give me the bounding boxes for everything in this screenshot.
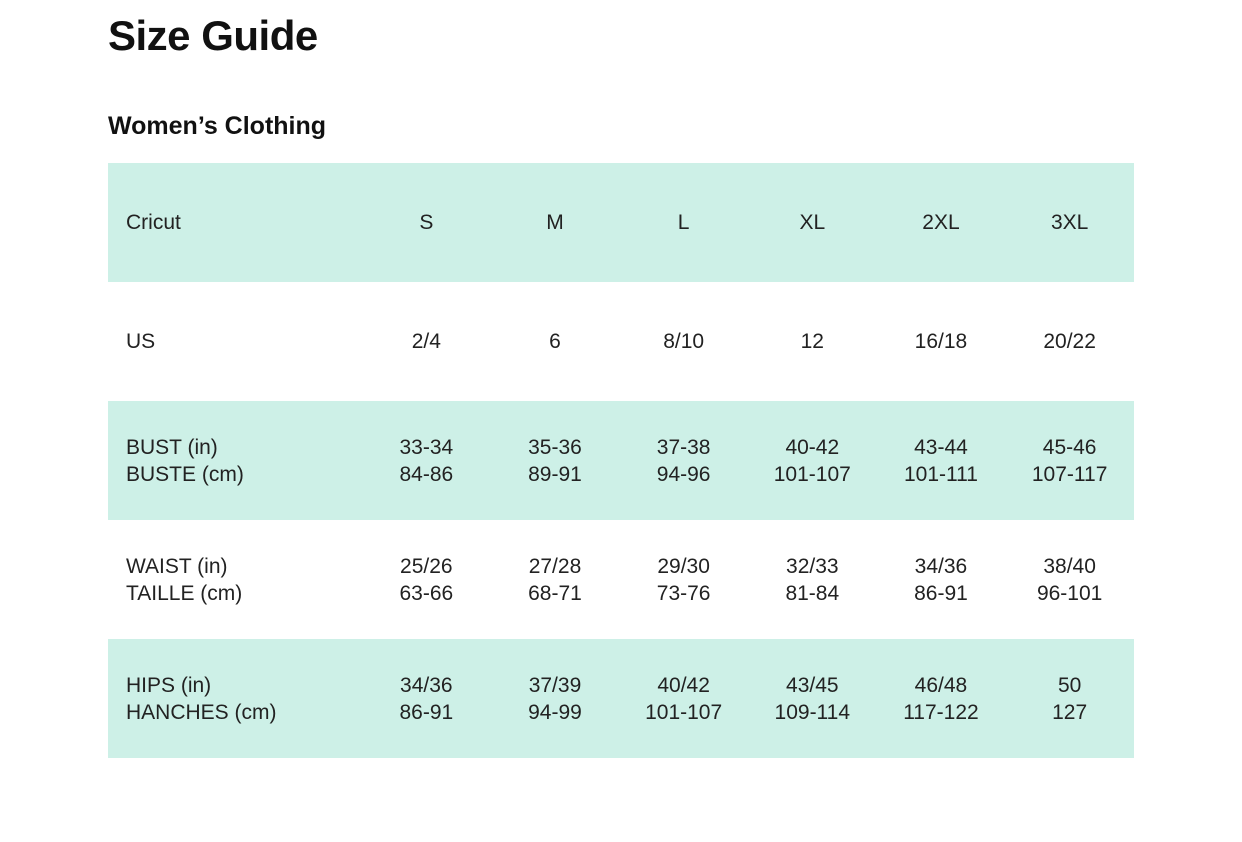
- table-cell: [1005, 520, 1134, 639]
- cell-value-cm: 86-91: [399, 700, 454, 724]
- cell-value-in: 43-44: [914, 435, 968, 459]
- cell-value-in: 46/48: [914, 673, 968, 697]
- table-row-us: [108, 282, 1134, 401]
- table-cell: [1005, 639, 1134, 758]
- cell-value-cm: 94-96: [656, 462, 711, 486]
- cell-value: 2/4: [411, 330, 441, 353]
- size-header-label: 3XL: [1050, 211, 1089, 234]
- table-cell: [877, 282, 1006, 401]
- table-cell: [877, 401, 1006, 520]
- size-header-label: L: [677, 211, 690, 234]
- table-cell: [619, 401, 748, 520]
- cell-value-cm: 68-71: [528, 581, 582, 605]
- cell-value-in: 43/45: [786, 673, 839, 697]
- size-header-label: M: [546, 211, 564, 234]
- table-cell: [491, 520, 620, 639]
- row-label-cm: TAILLE (cm): [126, 581, 243, 605]
- cell-value-in: 35-36: [528, 435, 582, 459]
- table-cell: [362, 282, 491, 401]
- cell-value-cm: 101-107: [645, 700, 723, 724]
- cell-value-cm: 96-101: [1036, 581, 1103, 605]
- table-cell: [748, 639, 877, 758]
- cell-value-in: 32/33: [786, 554, 839, 578]
- table-row-waist: [108, 520, 1134, 639]
- cell-value: 20/22: [1043, 330, 1096, 353]
- cell-value-cm: 109-114: [774, 700, 851, 724]
- header-label: Cricut: [126, 211, 181, 234]
- size-header-xl: [748, 163, 877, 282]
- cell-value-cm: 81-84: [785, 581, 840, 605]
- row-label-cell: [108, 520, 362, 639]
- size-header-m: [491, 163, 620, 282]
- cell-value-in: 34/36: [914, 554, 968, 578]
- row-label: US: [126, 330, 156, 353]
- size-header-s: [362, 163, 491, 282]
- cell-value-cm: 101-111: [903, 462, 978, 486]
- size-header-2xl: [877, 163, 1006, 282]
- size-guide-table: [108, 163, 1134, 758]
- table-cell: [491, 401, 620, 520]
- table-cell: [748, 520, 877, 639]
- section-title: Women’s Clothing: [108, 112, 327, 140]
- cell-value: 8/10: [663, 330, 705, 353]
- cell-value-cm: 107-117: [1031, 462, 1108, 486]
- table-cell: [1005, 401, 1134, 520]
- table-row-bust: [108, 401, 1134, 520]
- cell-value-cm: 127: [1052, 700, 1088, 724]
- row-label-cell: [108, 401, 362, 520]
- cell-value-in: 40-42: [785, 435, 840, 459]
- size-header-label: XL: [799, 211, 826, 234]
- table-row-hips: [108, 639, 1134, 758]
- cell-value-in: 37/39: [528, 673, 582, 697]
- cell-value-in: 50: [1057, 673, 1082, 697]
- cell-value-cm: 101-107: [773, 462, 851, 486]
- row-label-cell: [108, 282, 362, 401]
- table-cell: [491, 282, 620, 401]
- row-label-in: BUST (in): [126, 435, 218, 459]
- table-cell: [491, 639, 620, 758]
- table-cell: [362, 639, 491, 758]
- table-cell: [362, 401, 491, 520]
- table-cell: [877, 520, 1006, 639]
- cell-value-in: 25/26: [400, 554, 453, 578]
- cell-value: 6: [549, 330, 561, 353]
- cell-value-cm: 94-99: [528, 700, 582, 724]
- cell-value-cm: 117-122: [903, 700, 979, 724]
- table-cell: [877, 639, 1006, 758]
- cell-value-in: 33-34: [399, 435, 454, 459]
- cell-value-cm: 73-76: [656, 581, 711, 605]
- size-header-label: S: [419, 211, 434, 234]
- cell-value-in: 40/42: [657, 673, 710, 697]
- cell-value: 16/18: [914, 330, 968, 353]
- table-cell: [1005, 282, 1134, 401]
- row-label-cm: HANCHES (cm): [126, 700, 277, 724]
- cell-value-in: 45-46: [1042, 435, 1097, 459]
- cell-value: 12: [800, 330, 824, 353]
- row-label-cm: BUSTE (cm): [126, 462, 244, 486]
- header-label-cell: [108, 163, 362, 282]
- row-label-in: HIPS (in): [126, 673, 212, 697]
- cell-value-in: 29/30: [657, 554, 710, 578]
- table-cell: [748, 282, 877, 401]
- cell-value-cm: 84-86: [399, 462, 454, 486]
- table-cell: [619, 282, 748, 401]
- page-title: Size Guide: [108, 12, 318, 59]
- cell-value-cm: 63-66: [399, 581, 454, 605]
- cell-value-in: 27/28: [528, 554, 582, 578]
- size-header-3xl: [1005, 163, 1134, 282]
- row-label-cell: [108, 639, 362, 758]
- table-cell: [619, 520, 748, 639]
- table-cell: [362, 520, 491, 639]
- cell-value-cm: 89-91: [528, 462, 582, 486]
- size-header-l: [619, 163, 748, 282]
- cell-value-in: 34/36: [400, 673, 453, 697]
- table-cell: [619, 639, 748, 758]
- table-cell: [748, 401, 877, 520]
- cell-value-in: 37-38: [656, 435, 711, 459]
- table-header-row: [108, 163, 1134, 282]
- row-label-in: WAIST (in): [126, 554, 228, 578]
- size-header-label: 2XL: [922, 211, 960, 234]
- cell-value-in: 38/40: [1043, 554, 1096, 578]
- cell-value-cm: 86-91: [914, 581, 968, 605]
